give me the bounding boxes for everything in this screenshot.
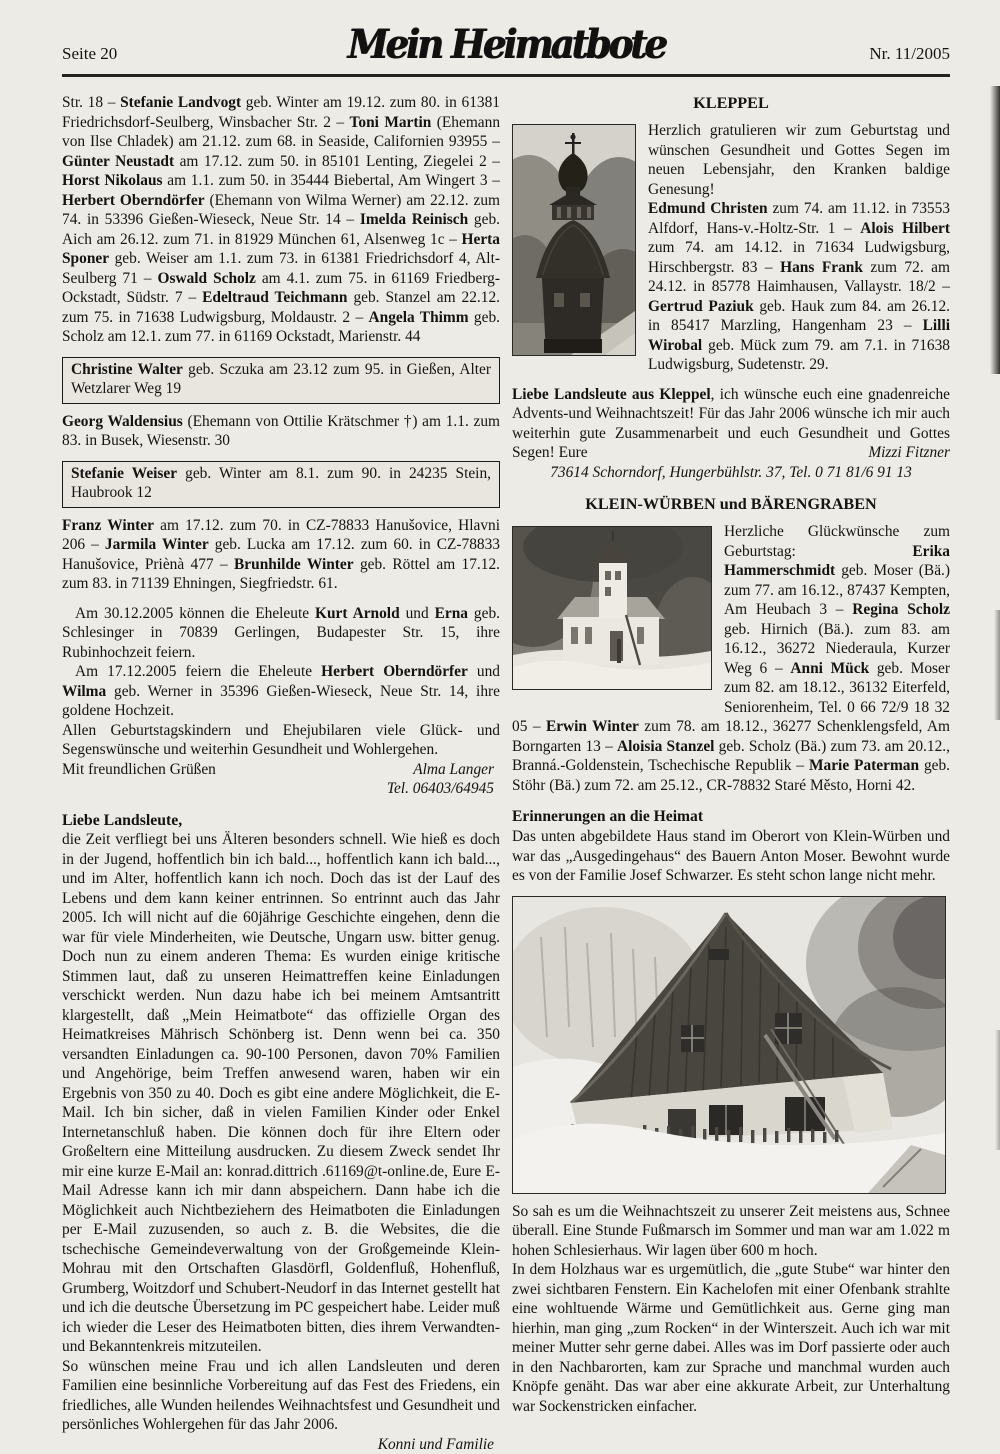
winter-paragraph: Franz Winter am 17.12. zum 70. in CZ-78833 Hanušovice, Hlavni 206 – Jarmila Winter geb. Lucka am 17.12. zum 60. in CZ-78833 Hanušovice, Priènà 477 – Brunhilde Winter geb. Röttel am 17.12. zum 83. in 71139 Ehningen, Siegfriedstr. 61. <box>62 516 500 594</box>
erinnerungen-intro: Das unten abgebildete Haus stand im Oberort von Klein-Würben und war das „Ausgedingehaus“ des Bauern Anton Moser. Bewohnt wurde es von der Familie Josef Schwarzer. Es steht schon lange nicht mehr. <box>512 827 950 886</box>
klein-wuerben-birthday-list: Herzliche Glückwünsche zum Geburtstag: Erika Hammerschmidt geb. Moser (Bä.) zum 77. am 16.12., 87437 Kempten, Am Heubach 3 – Regina Scholz geb. Hirnich (Bä.). zum 83. am 16.12., 36272 Niederaula, Kurzer Weg 6 – Anni Mück geb. Moser zum 82. am 18.12., 36132 Eiterfeld, Seniorenheim, Tel. 0 66 72/9 18 32 05 – Erwin Winter zum 78. am 18.12., 36277 Schenklengsfeld, Am Borngarten 13 – Aloisia Stanzel geb. Scholz (Bä.) zum 73. am 20.12., Branná.-Goldenstein, Tschechische Republik – Marie Paterman geb. Stöhr (Bä.) zum 72. am 25.12., CR-78832 Staré Město, Horni 42. <box>512 522 950 795</box>
section-heading-erinnerungen: Erinnerungen an die Heimat <box>512 807 950 827</box>
masthead-title: Mein Heimatbote <box>262 20 750 68</box>
left-column <box>62 93 500 1454</box>
farmhouse-snow-photo-image <box>513 897 945 1193</box>
kleppel-letter: Liebe Landsleute aus Kleppel, ich wünsche euch eine gnadenreiche Advents-und Weihnachtszeit! Für das Jahr 2006 wünsche ich mir auch weiterhin gute Zusammenarbeit und euch Gesundheit und Gottes Segen! Eure Mizzi Fitzner <box>512 385 950 463</box>
village-church-photo-image <box>513 527 711 689</box>
chapel-tower-photo <box>512 124 636 356</box>
section-heading-kleppel: KLEPPEL <box>512 93 950 113</box>
golden-wedding-paragraph: Am 17.12.2005 feiern die Eheleute Herbert Oberndörfer und Wilma geb. Werner in 35396 Gießen-Wieseck, Neue Str. 14, ihre goldene Hochzeit. <box>62 662 500 721</box>
kleppel-section <box>512 121 950 375</box>
right-column <box>512 93 950 1454</box>
klein-wuerben-section <box>512 522 950 795</box>
issue-number: Nr. 11/2005 <box>750 44 950 66</box>
chapel-tower-photo-image <box>513 125 635 355</box>
wishes-paragraph: Allen Geburtstagskindern und Ehejubilaren viele Glück- und Segenswünsche und weiterhin Gesundheit und Wohlergehen. <box>62 721 500 760</box>
letter-salutation: Liebe Landsleute, <box>62 811 500 831</box>
waldensius-paragraph: Georg Waldensius (Ehemann von Ottilie Krätschmer †) am 1.1. zum 83. in Busek, Wiesenstr. 30 <box>62 412 500 451</box>
farmhouse-snow-photo <box>512 896 946 1194</box>
content-columns <box>0 77 1000 1454</box>
letter-body-2: So wünschen meine Frau und ich allen Landsleuten und deren Familien eine besinnliche Vorbereitung auf das Fest des Friedens, ein friedliches, alle Wunden heilendes Weihnachtsfest und Gesundheit und persönliches Wohlergehen für das Jahr 2006. <box>62 1357 500 1435</box>
birthday-list-paragraph: Str. 18 – Stefanie Landvogt geb. Winter am 19.12. zum 80. in 61381 Friedrichsdorf-Seulberg, Winsbacher Str. 2 – Toni Martin (Ehemann von Ilse Chladek) am 21.12. zum 68. in Seaside, Californien 93955 – Günter Neustadt am 17.12. zum 50. in 85101 Lenting, Ziegelei 2 – Horst Nikolaus am 1.1. zum 50. in 35444 Biebertal, Am Wingert 3 – Herbert Oberndörfer (Ehemann von Wilma Werner) am 22.12. zum 74. in 53396 Gießen-Wieseck, Neue Str. 14 – Imelda Reinisch geb. Aich am 26.12. zum 71. in 81929 München 61, Alsenweg 1c – Herta Sponer geb. Weiser am 1.1. zum 73. in 61381 Friedrichsdorf 4, Alt-Seulberg 71 – Oswald Scholz am 4.1. zum 75. in 61169 Friedberg-Ockstadt, Südstr. 7 – Edeltraud Teichmann geb. Stanzel am 22.12. zum 75. in 71638 Ludwigsburg, Moldaustr. 2 – Angela Thimm geb. Scholz am 12.1. zum 77. in 61169 Ockstadt, Marienstr. 44 <box>62 93 500 347</box>
section-heading-klein-wuerben: KLEIN-WÜRBEN und BÄRENGRABEN <box>512 494 950 514</box>
village-church-photo <box>512 526 712 690</box>
page-header <box>0 0 1000 74</box>
letter-signature: Konni und Familie <box>62 1435 500 1454</box>
erinnerungen-body-1: So sah es um die Weihnachtszeit zu unserer Zeit meistens aus, Schnee überall. Eine Stunde Fußmarsch im Sommer und man war am 1.022 m hohen Schlesierhaus. Wir lagen über 600 m hoch. <box>512 1202 950 1261</box>
kleppel-intro: Herzlich gratulieren wir zum Geburtstag und wünschen Gesundheit und Gottes Segen im neuen Lebensjahr, den Kranken baldige Genesung! <box>512 121 950 199</box>
erinnerungen-body-2: In dem Holzhaus war es urgemütlich, die „gute Stube“ war hinter den zwei sichtbaren Fenstern. Ein Kachelofen mit einer Ofenbank strahlte eine wohltuende Wärme und Gemütlichkeit aus. Gerne ging man hierhin, man ging „zum Rocken“ in der Winterszeit. Auch ich war mit meiner Mutter sehr gerne dabei. Alles was im Dorf passierte oder auch in den Nachbarorten, kam zur Sprache und manchmal wurden auch Knöpfe genäht. Das war aber eine akkurate Arbeit, zur Unterhaltung war Sockenstricken einfacher. <box>512 1260 950 1416</box>
letter-body: die Zeit verfliegt bei uns Älteren besonders schnell. Wie hieß es doch in der Jugend, hoffentlich bin ich bald..., hoffentlich kann ich bald..., und im Alter, hoffentlich kann ich noch. Doch das ist der Lauf des Lebens und dem kann keiner entrinnen. So entrinnt auch das Jahr 2005. Ich will nicht auf die 60jährige Geschichte eingehen, denn die war für viele Minderheiten, wie Deutsche, Ungarn usw. bitter genug. Doch nun zu einem anderen Thema: Es wurden einige kritische Stimmen laut, daß zu unseren Heimattreffen keine Einladungen verschickt werden. Nun dazu habe ich bei meinem Amtsantritt klargestellt, daß „Mein Heimatbote“ das offizielle Organ des Heimatkreises Mährisch Schönberg ist. Denn wenn bei ca. 350 versandten Einladungen ca. 90-100 Personen, davon 70% Familien und Angehörige, beim Treffen anwesend waren, haben wir ein Ergebnis von 350 zu 40. Doch es gibt eine andere Möglichkeit, die E-Mail. Ich bin sicher, daß in vielen Familien Kinder oder Enkel Internetanschluß haben. Die können doch für ihre Eltern oder Großeltern eine Mitteilung ausdrucken. Zu diesem Zweck sendet Ihr mir eine kurze E-Mail an: konrad.dittrich .61169@t-online.de, Eure E-Mail Adresse kann ich mir dann abspeichern. Dann habe ich die Möglichkeit auch Nichtbeziehern des Heimatboten die Einladungen per E-Mail zuzusenden, so auch z. B. die Websites, die die tschechische Gemeindeverwaltung von der Großgemeinde Klein-Mohrau mit den Ortschaften Glasdörfl, Goldenfluß, Hohenfluß, Grumberg, Woitzdorf und Schubert-Neudorf in das Internet gestellt hat und ich die deutsche Übersetzung im PC gespeichert habe. Leider muß ich wieder die Leser des Heimatboten bitten, dies ihrem Verwandten- und Bekanntenkreis mitzuteilen. <box>62 830 500 1357</box>
highlight-box-walter: Christine Walter geb. Sczuka am 23.12 zum 95. in Gießen, Alter Wetzlarer Weg 19 <box>62 357 500 404</box>
ruby-wedding-paragraph: Am 30.12.2005 können die Eheleute Kurt Arnold und Erna geb. Schlesinger in 70839 Gerlingen, Budapester Str. 15, ihre Rubinhochzeit feiern. <box>62 604 500 663</box>
kleppel-birthday-list: Edmund Christen zum 74. am 11.12. in 73553 Alfdorf, Hans-v.-Holtz-Str. 1 – Alois Hilbert zum 74. am 14.12. in 71634 Ludwigsburg, Hirschbergstr. 83 – Hans Frank zum 72. am 24.12. in 85778 Haimhausen, Vallaystr. 18/2 – Gertrud Paziuk geb. Hauk zum 84. am 26.12. in 85417 Marzling, Hangenham 23 – Lilli Wirobal geb. Mück zum 79. am 7.1. in 71638 Ludwigsburg, Sudetenstr. 29. <box>512 199 950 375</box>
closing-telephone: Tel. 06403/64945 <box>62 779 500 799</box>
kleppel-address: 73614 Schorndorf, Hungerbühlstr. 37, Tel. 0 71 81/6 91 13 <box>512 463 950 483</box>
highlight-box-weiser: Stefanie Weiser geb. Winter am 8.1. zum 90. in 24235 Stein, Haubrook 12 <box>62 461 500 508</box>
closing-line: Mit freundlichen Grüßen Alma Langer <box>62 760 500 780</box>
page-number: Seite 20 <box>62 44 262 66</box>
